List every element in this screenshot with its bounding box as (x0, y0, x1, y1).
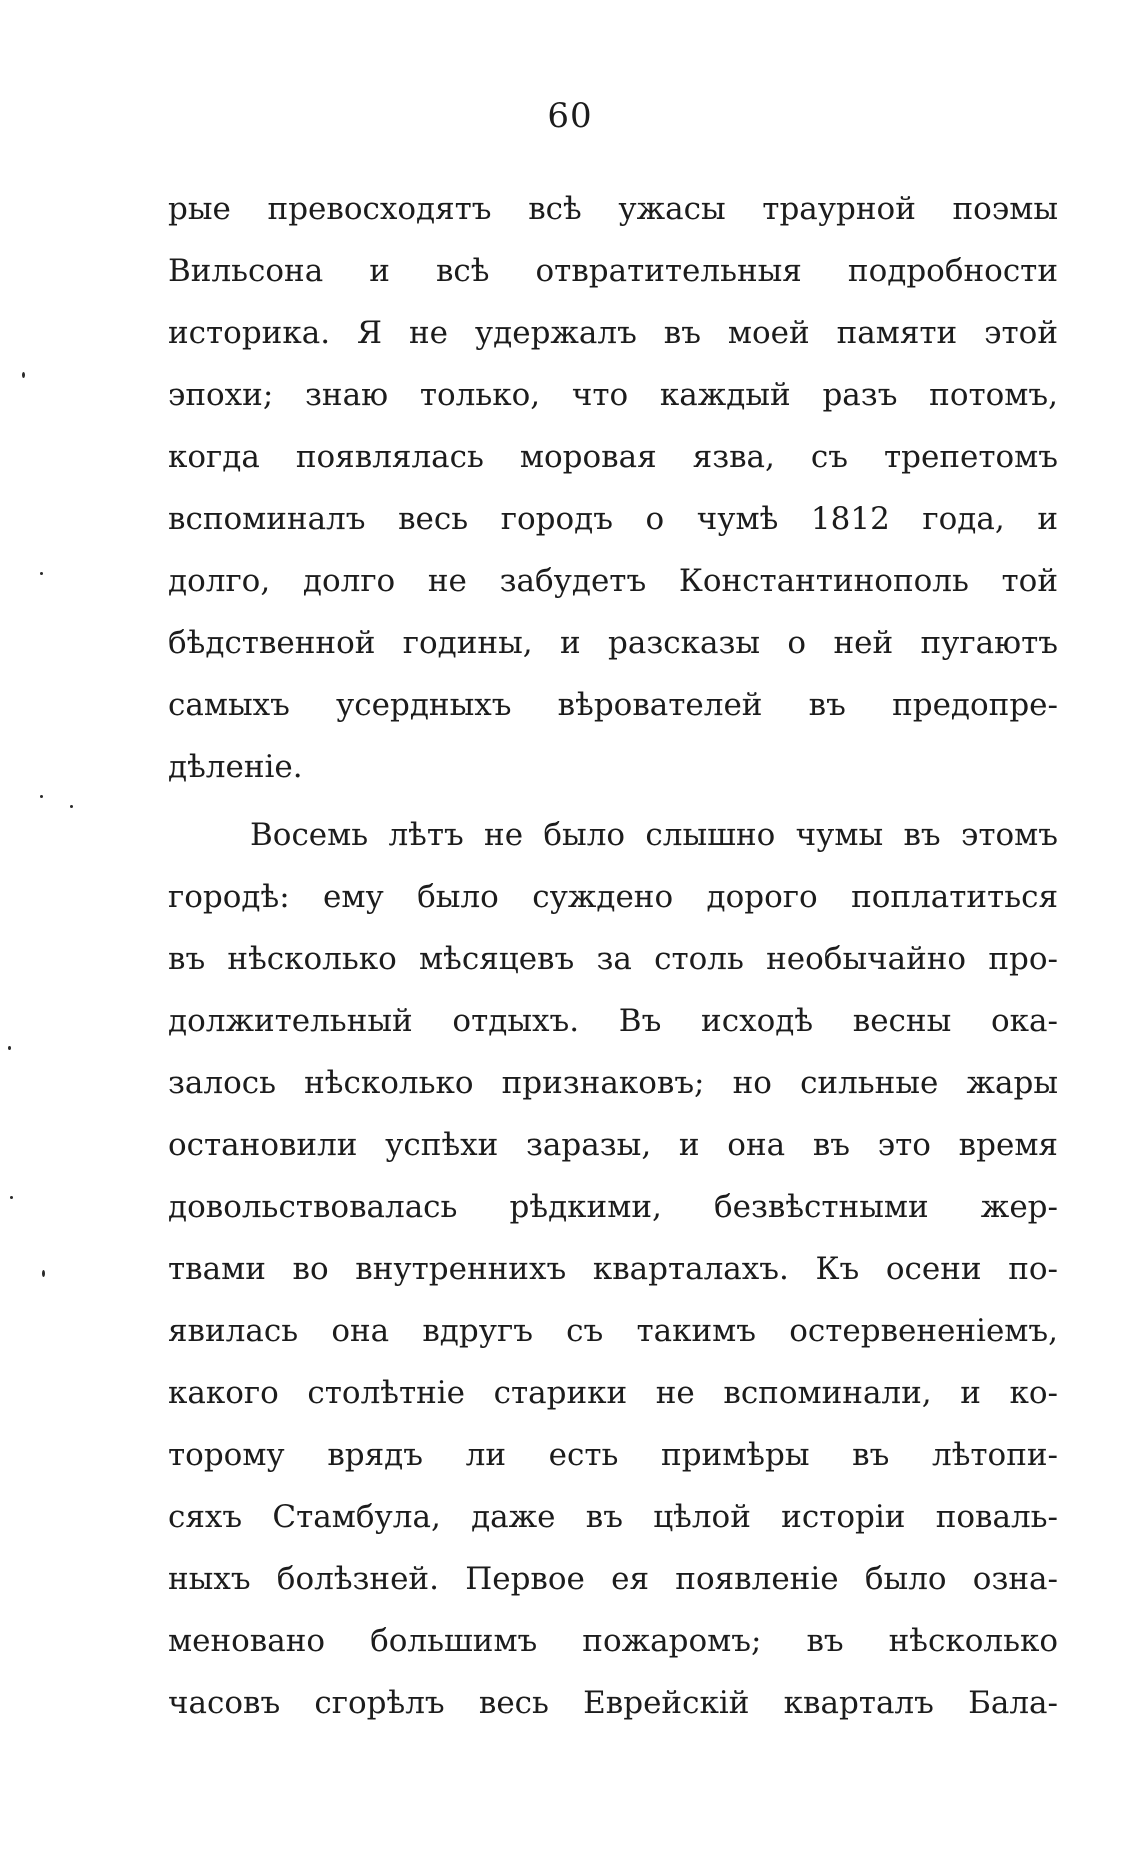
text-line: бѣдственной годины, и разсказы о ней пугаютъ (168, 625, 1058, 661)
text-line: остановили успѣхи заразы, и она въ это время (168, 1127, 1058, 1163)
scan-speck (40, 795, 43, 798)
paragraph-1 (168, 178, 1058, 798)
text-line: самыхъ усердныхъ вѣрователей въ предопре- (168, 687, 1058, 723)
text-line: долго, долго не забудетъ Константинополь той (168, 563, 1058, 599)
text-line: ныхъ болѣзней. Первое ея появленіе было озна- (168, 1561, 1058, 1597)
text-line: рые превосходятъ всѣ ужасы траурной поэмы (168, 191, 1058, 227)
text-line: твами во внутреннихъ кварталахъ. Къ осени по- (168, 1251, 1058, 1287)
scan-speck (42, 1270, 45, 1277)
text-line: когда появлялась моровая язва, съ трепетомъ (168, 439, 1058, 475)
text-line: историка. Я не удержалъ въ моей памяти этой (168, 315, 1058, 351)
page-number: 60 (547, 96, 593, 136)
text-line: эпохи; знаю только, что каждый разъ потомъ, (168, 377, 1058, 413)
paragraph-2 (168, 804, 1058, 1734)
text-line: какого столѣтніе старики не вспоминали, и ко- (168, 1375, 1058, 1411)
text-line: меновано большимъ пожаромъ; въ нѣсколько (168, 1623, 1058, 1659)
text-line: Восемь лѣтъ не было слышно чумы въ этомъ (250, 817, 1058, 853)
text-line: торому врядъ ли есть примѣры въ лѣтопи- (168, 1437, 1058, 1473)
text-line: явилась она вдругъ съ такимъ остервененіемъ, (168, 1313, 1058, 1349)
text-line: часовъ сгорѣлъ весь Еврейскій кварталъ Бала- (168, 1685, 1058, 1721)
scan-speck (70, 805, 73, 808)
scan-speck (8, 1046, 11, 1050)
text-line: залось нѣсколько признаковъ; но сильные жары (168, 1065, 1058, 1101)
text-line: Вильсона и всѣ отвратительныя подробности (168, 253, 1058, 289)
text-line: вспоминалъ весь городъ о чумѣ 1812 года, и (168, 501, 1058, 537)
text-line: довольствовалась рѣдкими, безвѣстными жер- (168, 1189, 1058, 1225)
text-line: въ нѣсколько мѣсяцевъ за столь необычайно про- (168, 941, 1058, 977)
scan-speck (10, 1196, 13, 1199)
text-line: городѣ: ему было суждено дорого поплатиться (168, 879, 1058, 915)
text-line: должительный отдыхъ. Въ исходѣ весны ока- (168, 1003, 1058, 1039)
text-line: сяхъ Стамбула, даже въ цѣлой исторіи поваль- (168, 1499, 1058, 1535)
scan-speck (22, 372, 25, 378)
body-text (168, 178, 1058, 1734)
scan-speck (40, 572, 43, 575)
text-line: дѣленіе. (168, 749, 303, 785)
